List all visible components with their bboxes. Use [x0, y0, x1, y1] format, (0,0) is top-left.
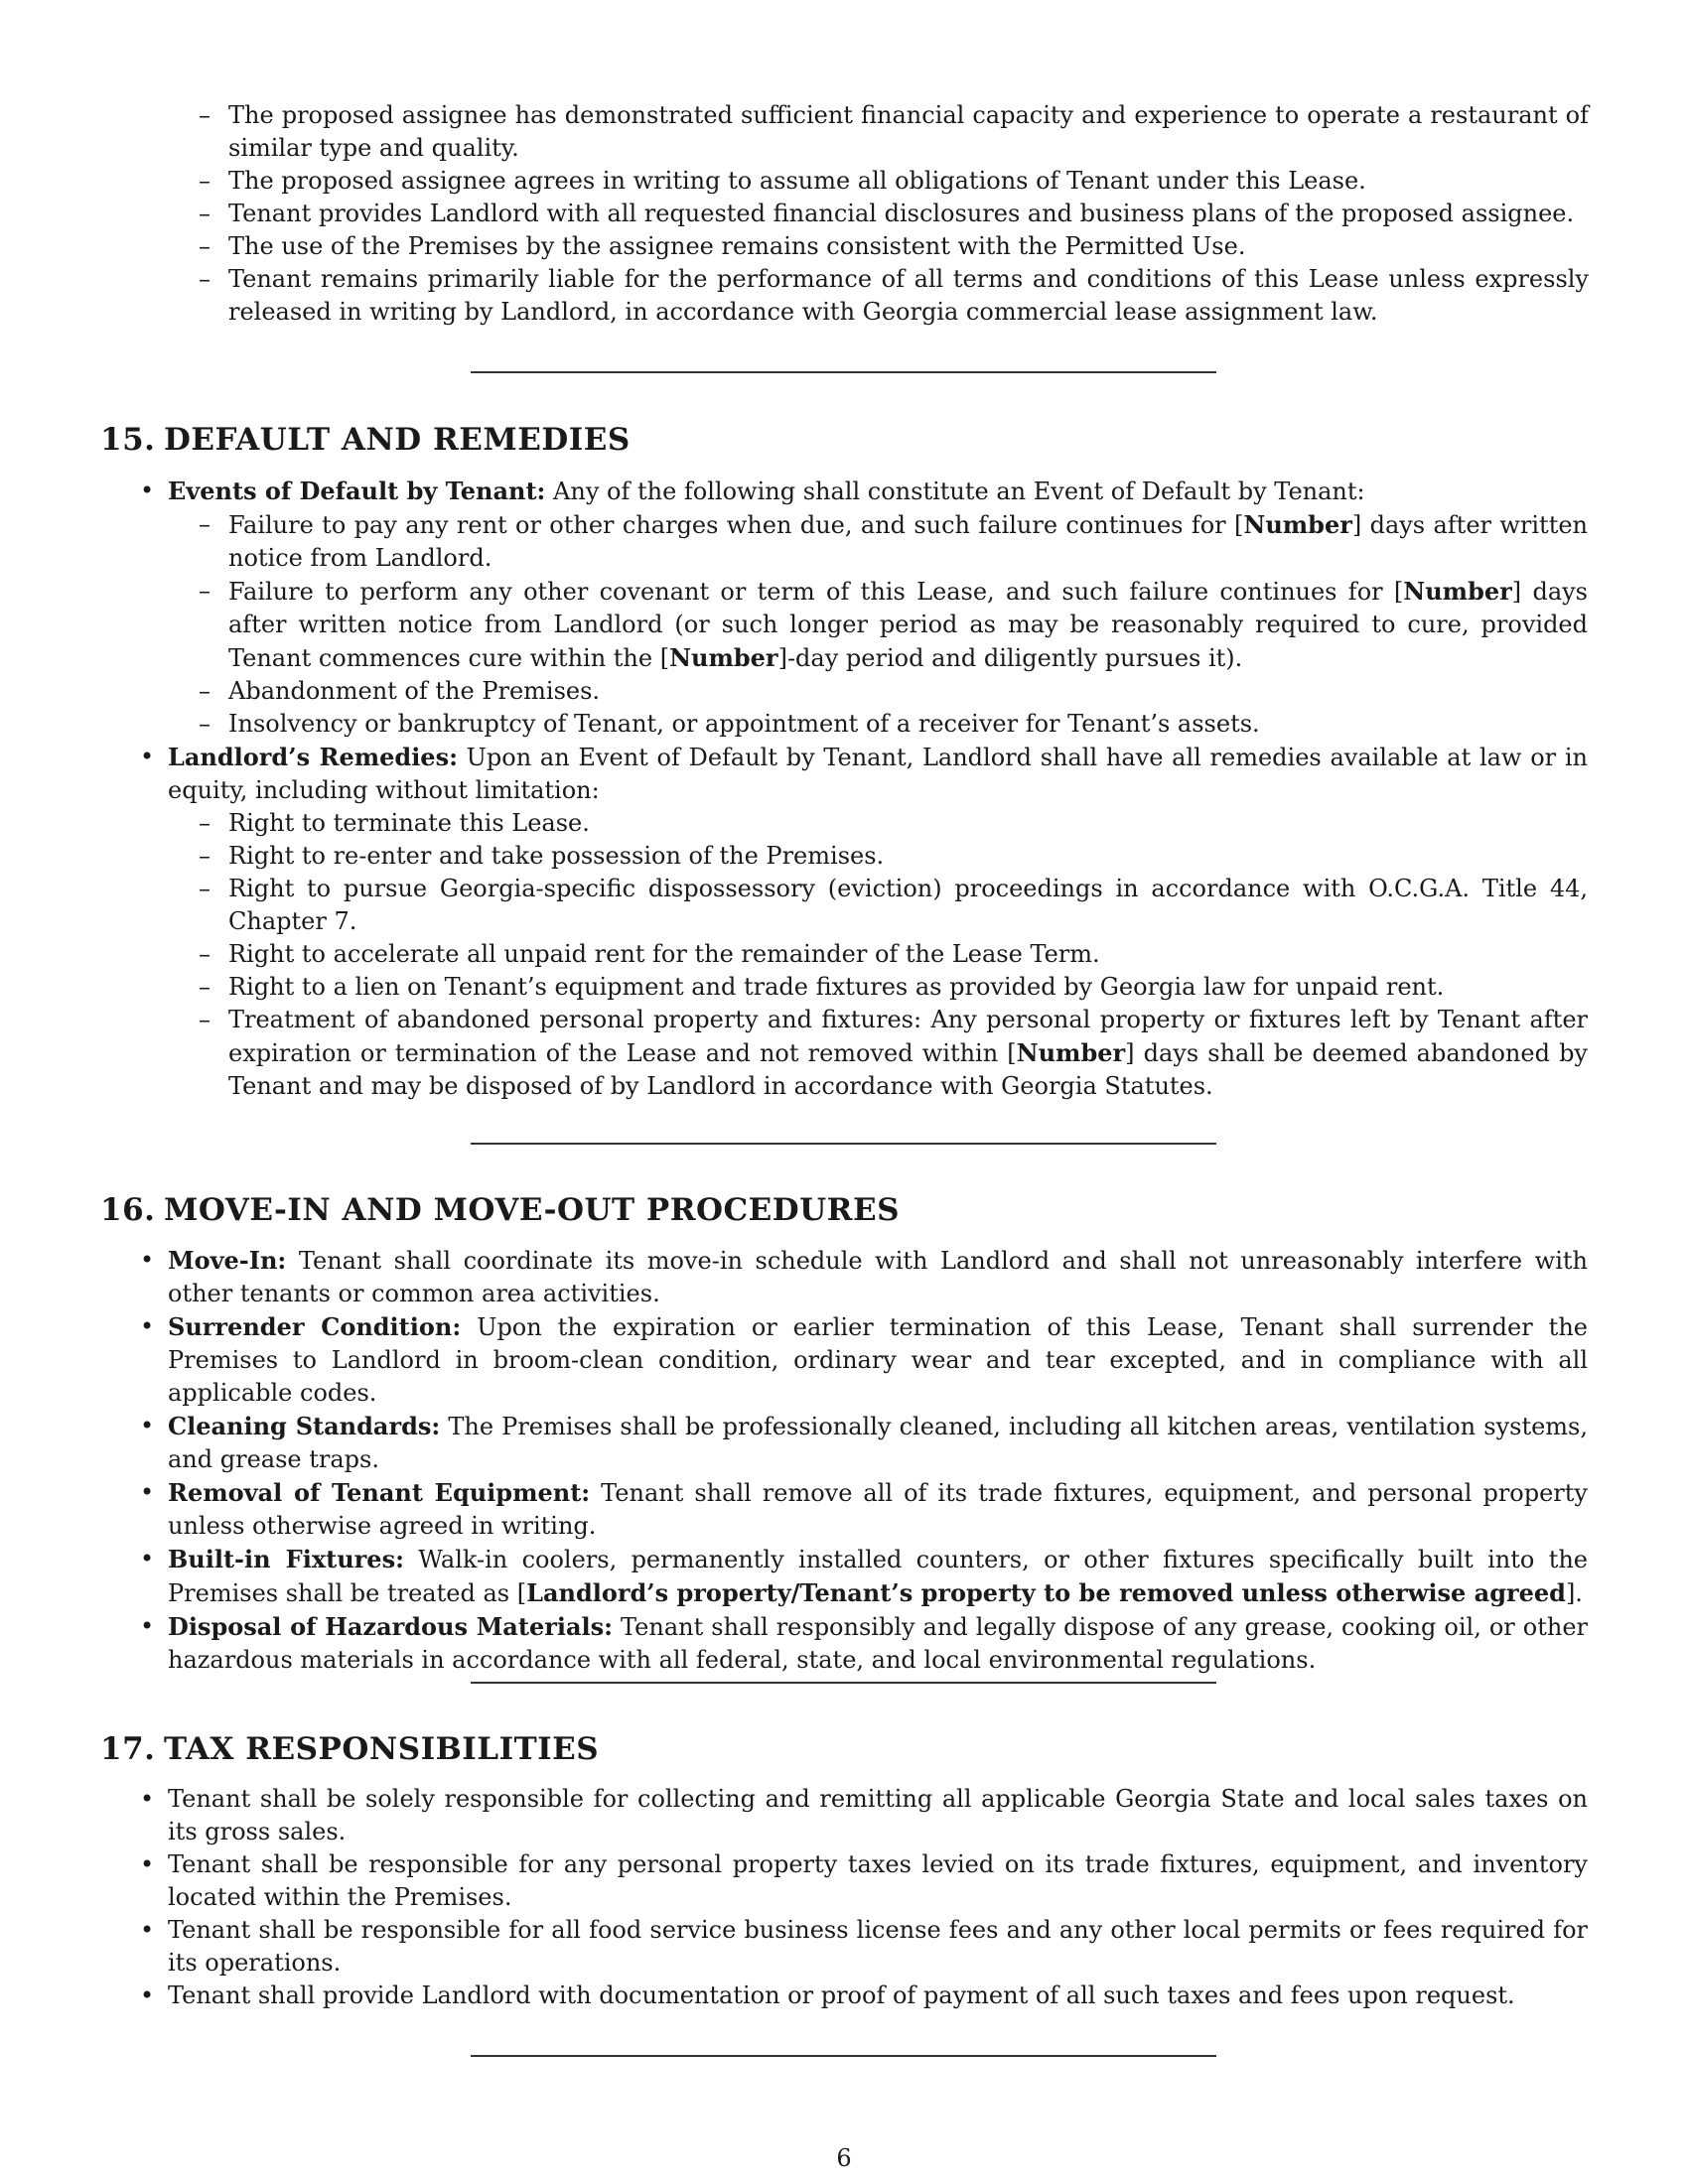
section-title: TAX RESPONSIBILITIES [164, 1731, 600, 1767]
section-15-heading [100, 420, 631, 460]
term-text: Tenant shall responsibly and legally dispose of any grease, cooking oil, or other hazardous materials in accordance with all federal, state, and local environmental regulations. [168, 1613, 1589, 1674]
section-15-body [138, 475, 1588, 1103]
list-item: – Right to re-enter and take possession of the Premises. [199, 840, 1588, 873]
placeholder-field: Number [1016, 1038, 1126, 1067]
section-16-heading [100, 1190, 900, 1230]
term-label: Move-In: [168, 1246, 287, 1275]
section-15-list [138, 475, 1588, 1103]
section-title: DEFAULT AND REMEDIES [164, 422, 631, 458]
list-item-events-of-default [138, 475, 1588, 741]
list-item-hazardous-materials [138, 1610, 1588, 1677]
section-divider [471, 1682, 1216, 1684]
events-of-default-list [199, 508, 1588, 741]
placeholder-field: Number [1403, 577, 1512, 606]
list-item: • Tenant shall provide Landlord with documentation or proof of payment of all such taxes and fees upon request. [138, 1979, 1588, 2012]
term-label: Events of Default by Tenant: [168, 477, 546, 505]
section-16-list [138, 1244, 1588, 1677]
list-item-landlords-remedies [138, 741, 1588, 1103]
section-divider [471, 1143, 1216, 1145]
text-span: ] days after written notice from Landlord (or such longer period as may be reasonably required to cure, provided Tenant commences cure within the [ [228, 578, 1588, 672]
placeholder-field: Landlord’s property/Tenant’s property to be removed unless otherwise agreed [526, 1578, 1566, 1607]
term-text: Upon an Event of Default by Tenant, Landlord shall have all remedies available at law or in equity, including without limitation: [168, 744, 1588, 804]
text-span: ]-day period and diligently pursues it). [777, 644, 1243, 672]
section-number: 16. [100, 1192, 156, 1228]
list-item: • Tenant shall be responsible for all food service business license fees and any other local permits or fees required for its operations. [138, 1914, 1588, 1979]
assignment-conditions-continuation [199, 99, 1589, 329]
term-label: Removal of Tenant Equipment: [168, 1478, 591, 1507]
section-17-body [138, 1783, 1588, 2012]
list-item [199, 575, 1588, 675]
list-item: – The proposed assignee has demonstrated sufficient financial capacity and experience to operate a restaurant of similar type and quality. [199, 99, 1589, 165]
term-text: ]. [1565, 1579, 1583, 1607]
text-span: Treatment of abandoned personal property and fixtures: Any personal property or fixtures left by Tenant after expiration or termination of the Lease and not removed within [ [228, 1006, 1588, 1067]
list-item: – Insolvency or bankruptcy of Tenant, or appointment of a receiver for Tenant’s assets. [199, 708, 1588, 741]
section-number: 17. [100, 1731, 156, 1767]
list-item: – Tenant remains primarily liable for the performance of all terms and conditions of this Lease unless expressly released in writing by Landlord, in accordance with Georgia commercial lease assignment law. [199, 263, 1589, 329]
text-span: ] days after written notice from Landlord. [228, 511, 1588, 572]
text-span: Failure to perform any other covenant or term of this Lease, and such failure continues for [ [228, 578, 1404, 606]
list-item-removal-of-equipment [138, 1476, 1588, 1543]
term-text: Walk-in coolers, permanently installed counters, or other fixtures specifically built into the Premises shall be treated as [ [168, 1546, 1588, 1607]
list-item: – Right to a lien on Tenant’s equipment and trade fixtures as provided by Georgia law for unpaid rent. [199, 971, 1588, 1004]
section-divider [471, 371, 1216, 373]
term-label: Built-in Fixtures: [168, 1545, 404, 1573]
term-label: Landlord’s Remedies: [168, 743, 458, 771]
section-16-body [138, 1244, 1588, 1677]
term-text: Upon the expiration or earlier termination of this Lease, Tenant shall surrender the Premises to Landlord in broom-clean condition, ordinary wear and tear excepted, and in compliance with all applicable codes. [168, 1313, 1588, 1407]
list-item: – Right to accelerate all unpaid rent for the remainder of the Lease Term. [199, 938, 1588, 971]
list-item [199, 508, 1588, 575]
section-17-list [138, 1783, 1588, 2012]
list-item: • Tenant shall be solely responsible for collecting and remitting all applicable Georgia State and local sales taxes on its gross sales. [138, 1783, 1588, 1848]
section-title: MOVE-IN AND MOVE-OUT PROCEDURES [164, 1192, 900, 1228]
remedies-list [199, 807, 1588, 1103]
list-item-move-in [138, 1244, 1588, 1310]
term-label: Cleaning Standards: [168, 1412, 441, 1440]
placeholder-field: Number [669, 643, 778, 672]
list-item-built-in-fixtures [138, 1543, 1588, 1610]
list-item [199, 1004, 1588, 1103]
list-item: – Right to pursue Georgia-specific dispossessory (eviction) proceedings in accordance with O.C.G.A. Title 44, Chapter 7. [199, 873, 1588, 938]
term-text: Tenant shall coordinate its move-in schedule with Landlord and shall not unreasonably interfere with other tenants or common area activities. [168, 1247, 1588, 1307]
list-item: – Tenant provides Landlord with all requested financial disclosures and business plans of the proposed assignee. [199, 198, 1589, 230]
placeholder-field: Number [1243, 510, 1352, 539]
page-number: 6 [836, 2144, 852, 2172]
list-item: – The proposed assignee agrees in writing to assume all obligations of Tenant under this Lease. [199, 165, 1589, 198]
term-text: The Premises shall be professionally cleaned, including all kitchen areas, ventilation systems, and grease traps. [168, 1413, 1588, 1473]
list-item-surrender-condition [138, 1310, 1588, 1410]
section-number: 15. [100, 422, 156, 458]
list-item-cleaning-standards [138, 1410, 1588, 1476]
text-span: Failure to pay any rent or other charges when due, and such failure continues for [ [228, 511, 1244, 539]
term-label: Surrender Condition: [168, 1312, 462, 1341]
term-label: Disposal of Hazardous Materials: [168, 1612, 614, 1641]
section-17-heading [100, 1729, 599, 1769]
text-span: ] days shall be deemed abandoned by Tenant and may be disposed of by Landlord in accordance with Georgia Statutes. [228, 1039, 1588, 1100]
list-item: – The use of the Premises by the assignee remains consistent with the Permitted Use. [199, 230, 1589, 263]
term-text: Tenant shall remove all of its trade fixtures, equipment, and personal property unless otherwise agreed in writing. [168, 1479, 1588, 1540]
section-divider [471, 2055, 1216, 2057]
list-item: • Tenant shall be responsible for any personal property taxes levied on its trade fixtures, equipment, and inventory located within the Premises. [138, 1848, 1588, 1914]
list-item: – Abandonment of the Premises. [199, 675, 1588, 708]
assignment-conditions-list [199, 99, 1589, 329]
term-text: Any of the following shall constitute an Event of Default by Tenant: [545, 478, 1365, 505]
list-item: – Right to terminate this Lease. [199, 807, 1588, 840]
